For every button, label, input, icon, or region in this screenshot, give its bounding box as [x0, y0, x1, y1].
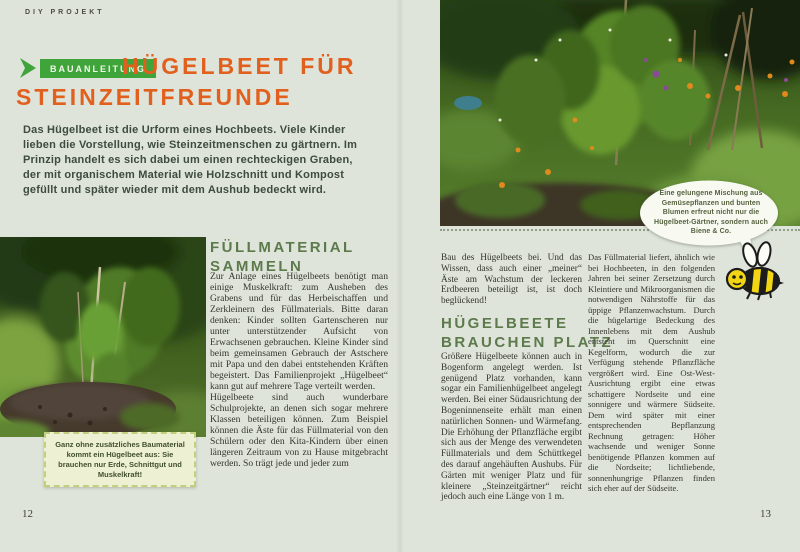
caption-text: Ganz ohne zusätzliches Baumaterial kommt ein Hügelbeet aus: Sie brauchen nur Erde, Schnittgut und Muskelkraft!: [55, 440, 185, 479]
photo-caption-box: [44, 432, 196, 487]
page-title-line1: HÜGELBEET FÜR: [122, 53, 357, 79]
column-2-intro: [441, 253, 582, 307]
section-heading-platz-line2: BRAUCHEN PLATZ: [441, 334, 614, 351]
column-2-intro-paragraph: Bau des Hügelbeets bei. Und das Wissen, dass auch einer „meiner“ Äste am Wachstum der leckeren Erdbeeren beteiligt ist, ist doch beglückend!: [441, 253, 582, 307]
page-number-right: 13: [760, 508, 771, 520]
column-1-text: [210, 271, 388, 469]
page-number-left: 12: [22, 508, 33, 520]
page-title-line2: STEINZEITFREUNDE: [16, 84, 293, 110]
kicker: DIY PROJEKT: [25, 9, 105, 16]
column-2-paragraph: Größere Hügelbeete können auch in Bogenform angelegt werden. Ist genügend Platz vorhanden, kann sogar ein Familienhügelbeet angelegt werden. Bei einer Südausrichtung der Bogeninnenseite erhält man einen natürlichen Sonnen- und Wärmefang. Die Erhöhung der Pflanzfläche ergibt sich aus der Menge des verwendeten Füllmaterials und dem Schüttkegel des darauf angehäuften Aushubs. Für Gärten mit weniger Platz und für kleinere „Steinzeitgärtner“ reicht jedoch auch eine Länge von 1 m.: [441, 352, 582, 503]
bubble-text: Eine gelungene Mischung aus Gemüsepflanzen und bunten Blumen erfreut nicht nur die Hügelbeet-Gärtner, sondern auch Biene & Co.: [654, 190, 768, 236]
mound-bed-photo: [0, 237, 206, 437]
bee-icon: [720, 241, 786, 301]
column-1-paragraph-2: Hügelbeete sind auch wunderbare Schulprojekte, an denen sich sogar mehrere Klassen beteiligen können. Zum Beispiel können die Äste für das Füllmaterial von den Schülern oder den Kita-Kindern über einen längeren Zeitraum von zu Hause mitgebracht werden. So trägt jede und jeder zum: [210, 392, 388, 469]
section-heading-platz-line1: HÜGELBEETE: [441, 315, 569, 332]
column-3-paragraph: Das Füllmaterial liefert, ähnlich wie bei Hochbeeten, in den folgenden Jahren bei seiner Zersetzung durch Kleintiere und Mikroorganismen die notwendigen Nährstoffe für das üppige Pflanzenwachstum. Durch die hügelartige Bedeckung des Innenlebens mit dem Aushub entsteht im Querschnitt eine Kegelform, wodurch die zur Verfügung stehende Pflanzfläche vergrößert wird. Eine Ost-West-Ausrichtung ergibt eine etwas schattigere Nordseite und eine sonnigere und wärmere Südseite. Dem wird später mit einer entsprechenden Bepflanzung Rechnung getragen: Höher wachsende und weniger Sonne benötigende Pflanzen kommen auf die Nordseite; lichtliebende, sonnenhungrige Pflanzen finden sich eher auf der Südseite.: [588, 252, 715, 493]
intro-paragraph: Das Hügelbeet ist die Urform eines Hochbeets. Viele Kinder lieben die Vorstellung, wie Steinzeitmenschen zu gärtnern. Im Prinzip handelt es sich dabei um einen rechteckigen Graben, der mit organischem Material wie Holzschnitt und Kompost gefüllt und später wieder mit dem Aushub bedeckt wird.: [23, 124, 358, 196]
section-heading-line1: FÜLLMATERIAL: [210, 239, 355, 256]
flag-chevron-icon: [20, 58, 37, 78]
column-2-text: [441, 352, 582, 503]
section-heading-line2: SAMMELN: [210, 258, 304, 275]
column-3-text: [588, 252, 715, 494]
flag-label: BAUANLEITUNG: [40, 59, 156, 78]
page-gutter: [396, 0, 404, 552]
column-1-paragraph-1: Zur Anlage eines Hügelbeets benötigt man einige Muskelkraft: zum Ausheben des Grabens und für das Herbeischaffen und Zerkleinern des Füllmaterials. Bitte daran denken: Kinder sollten Gartenscheren nur unter unterstützender Aufsicht von Erwachsenen gebrauchen. Kleine Kinder sind beim gemeinsamen Gebrauch der Astschere mit Papa und den dabei entstehenden Kräften begeistert. Das Familienprojekt „Hügelbeet“ kann gut auf mehrere Tage verteilt werden.: [210, 271, 388, 392]
